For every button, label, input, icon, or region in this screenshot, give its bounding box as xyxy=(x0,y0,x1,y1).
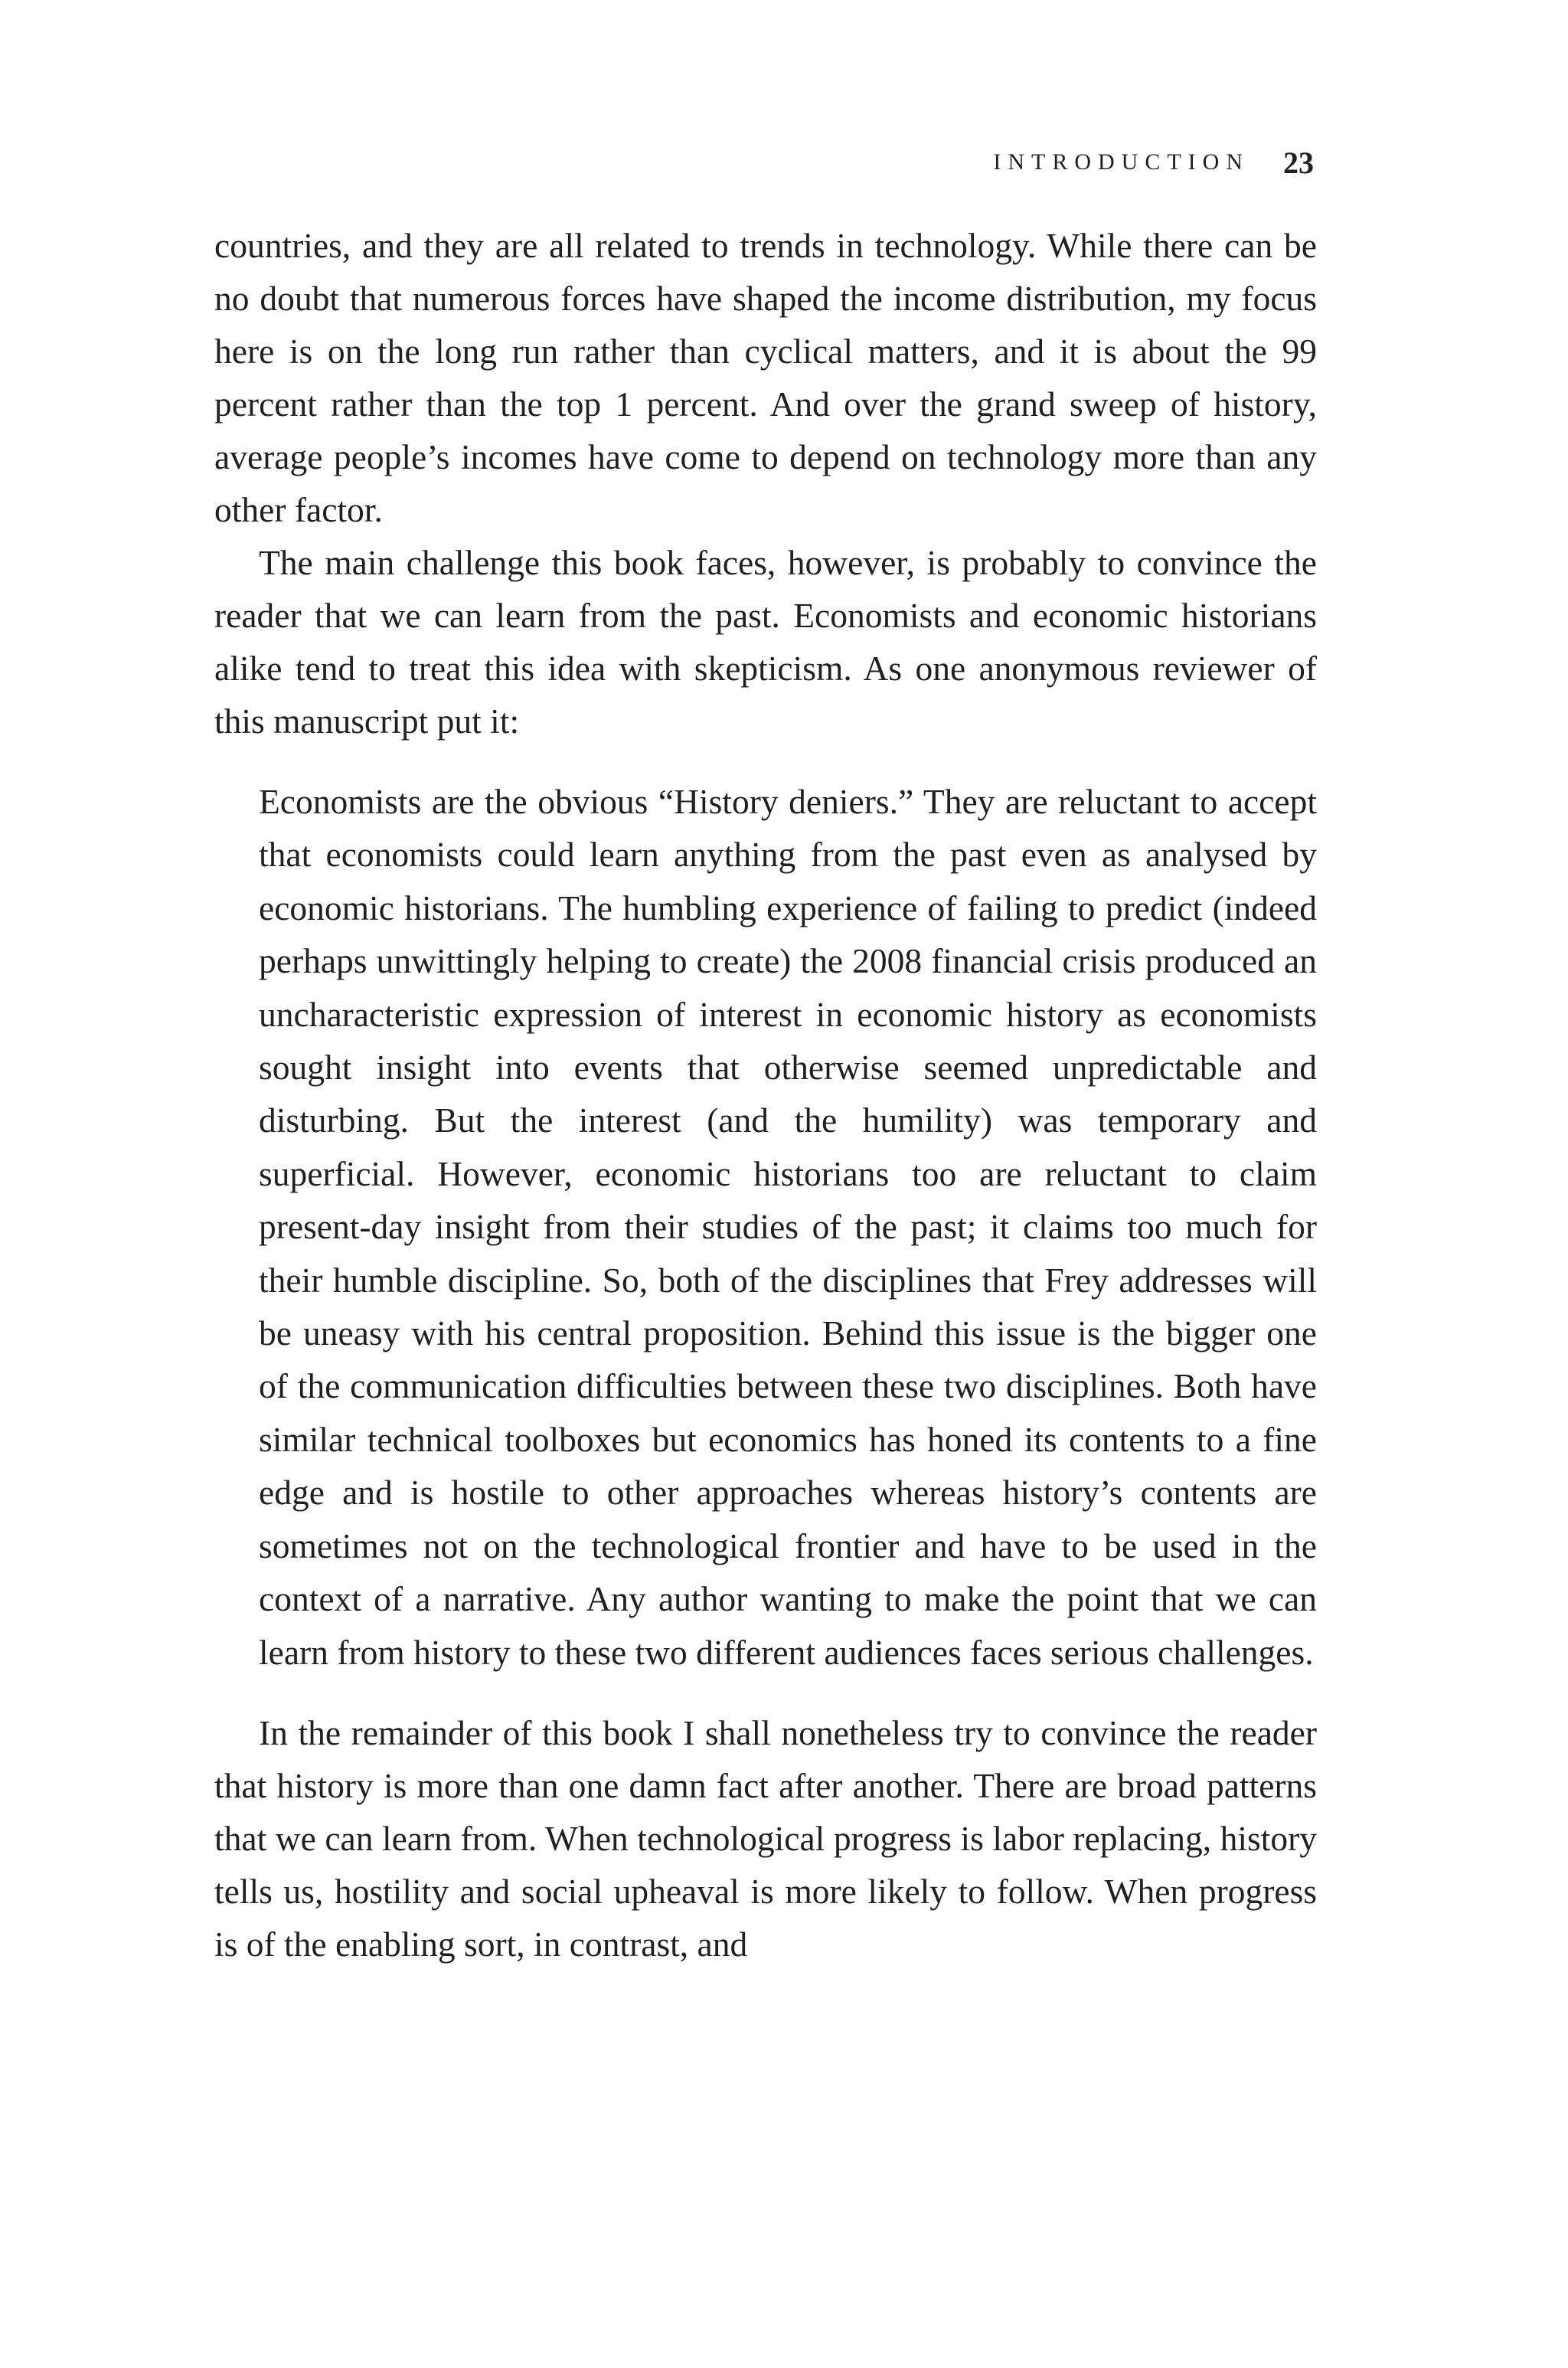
block-quote: Economists are the obvious “History deniers.” They are reluctant to accept that economists could learn anything from the past even as analysed by economic historians. The humbling experience of failing to predict (indeed perhaps unwittingly helping to create) the 2008 financial crisis produced an uncharacteristic expression of interest in economic history as economists sought insight into events that otherwise seemed unpredictable and disturbing. But the interest (and the humility) was temporary and superficial. However, economic historians too are reluctant to claim present-day insight from their studies of the past; it claims too much for their humble discipline. So, both of the disciplines that Frey addresses will be uneasy with his central proposition. Behind this issue is the bigger one of the communication difficulties between these two disciplines. Both have similar technical toolboxes but economics has honed its contents to a fine edge and is hostile to other approaches whereas history’s contents are sometimes not on the technological frontier and have to be used in the context of a narrative. Any author wanting to make the point that we can learn from history to these two different audiences faces serious challenges. xyxy=(259,782,1317,1672)
body-text xyxy=(214,219,1317,1971)
paragraph: In the remainder of this book I shall nonetheless try to convince the reader that history is more than one damn fact after another. There are broad patterns that we can learn from. When technological progress is labor replacing, history tells us, hostility and social upheaval is more likely to follow. When progress is of the enabling sort, in contrast, and xyxy=(214,1712,1317,1964)
paragraph: The main challenge this book faces, however, is probably to convince the reader that we can learn from the past. Economists and economic historians alike tend to treat this idea with skepticism. As one anonymous reviewer of this manuscript put it: xyxy=(214,543,1317,741)
page-number: 23 xyxy=(1283,145,1314,180)
running-head-section: INTRODUCTION xyxy=(993,149,1250,175)
paragraph-continued: countries, and they are all related to trends in technology. While there can be no doubt that numerous forces have shaped the income distribution, my focus here is on the long run rather than cyclical matters, and it is about the 99 percent rather than the top 1 percent. And over the grand sweep of history, average people’s incomes have come to depend on technology more than any other factor. xyxy=(214,226,1317,529)
running-head xyxy=(993,142,1314,182)
